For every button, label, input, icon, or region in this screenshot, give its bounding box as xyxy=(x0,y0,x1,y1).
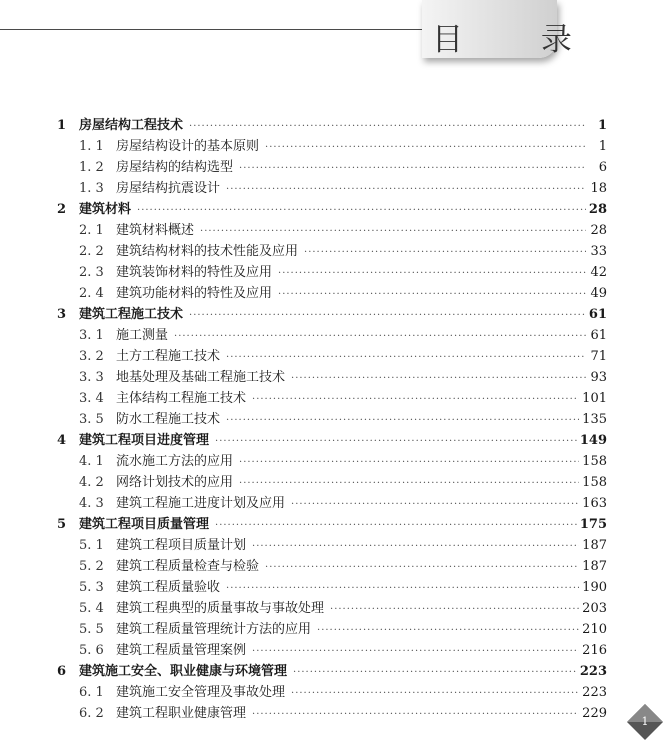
toc-title: 建筑工程职业健康管理 xyxy=(116,706,247,721)
toc-page-number: 149 xyxy=(579,433,607,448)
toc-number: 4. 3 xyxy=(79,496,104,511)
toc-page-number: 158 xyxy=(582,475,607,490)
toc-section[interactable] xyxy=(57,451,607,472)
toc-page-number: 93 xyxy=(590,370,607,385)
toc-page-number: 18 xyxy=(590,181,607,196)
page-number-marker xyxy=(626,702,664,740)
toc-title: 房屋结构工程技术 xyxy=(79,118,184,133)
toc-number: 3. 3 xyxy=(79,370,104,385)
toc-section[interactable] xyxy=(57,241,607,262)
toc-number: 3 xyxy=(57,307,67,322)
toc-section[interactable] xyxy=(57,388,607,409)
toc-section[interactable] xyxy=(57,640,607,661)
toc-title: 建筑工程质量管理案例 xyxy=(116,643,247,658)
toc-chapter[interactable] xyxy=(57,514,607,535)
toc-leader-dots xyxy=(291,683,579,704)
toc-leader-dots xyxy=(215,515,577,536)
toc-section[interactable] xyxy=(57,346,607,367)
toc-leader-dots xyxy=(304,242,586,263)
toc-leader-dots xyxy=(189,305,586,326)
toc-section[interactable] xyxy=(57,283,607,304)
toc-title: 建筑施工安全管理及事故处理 xyxy=(116,685,286,700)
toc-leader-dots xyxy=(252,389,579,410)
toc-leader-dots xyxy=(278,284,586,305)
toc-leader-dots xyxy=(174,326,586,347)
toc-section[interactable] xyxy=(57,535,607,556)
toc-number: 3. 1 xyxy=(79,328,104,343)
toc-page-number: 28 xyxy=(590,223,607,238)
toc-title: 房屋结构设计的基本原则 xyxy=(116,139,260,154)
toc-title: 流水施工方法的应用 xyxy=(116,454,234,469)
toc-page-number: 216 xyxy=(582,643,607,658)
toc-chapter[interactable] xyxy=(57,430,607,451)
toc-leader-dots xyxy=(293,662,577,683)
toc-title: 土方工程施工技术 xyxy=(116,349,221,364)
toc-number: 6 xyxy=(57,664,67,679)
toc-leader-dots xyxy=(330,599,579,620)
toc-number: 5. 5 xyxy=(79,622,104,637)
toc-page-number: 175 xyxy=(579,517,607,532)
toc-leader-dots xyxy=(200,221,586,242)
toc-title: 防水工程施工技术 xyxy=(116,412,221,427)
toc-section[interactable] xyxy=(57,577,607,598)
toc-leader-dots xyxy=(252,704,579,725)
toc-title: 建筑材料概述 xyxy=(116,223,195,238)
toc-page-number: 190 xyxy=(582,580,607,595)
toc-section[interactable] xyxy=(57,619,607,640)
toc-number: 6. 1 xyxy=(79,685,104,700)
toc-number: 3. 5 xyxy=(79,412,104,427)
toc-page-number: 187 xyxy=(582,559,607,574)
toc-title: 建筑工程项目质量计划 xyxy=(116,538,247,553)
toc-title: 建筑工程施工技术 xyxy=(79,307,184,322)
toc-number: 5. 1 xyxy=(79,538,104,553)
toc-page-number: 223 xyxy=(579,664,607,679)
toc-title: 网络计划技术的应用 xyxy=(116,475,234,490)
toc-page-number: 203 xyxy=(582,601,607,616)
toc-number: 5. 6 xyxy=(79,643,104,658)
toc-title: 建筑工程项目质量管理 xyxy=(79,517,210,532)
toc-page-number: 61 xyxy=(590,328,607,343)
toc-number: 1. 3 xyxy=(79,181,104,196)
toc-leader-dots xyxy=(189,116,586,137)
toc-page-number: 28 xyxy=(588,202,607,217)
toc-number: 4. 1 xyxy=(79,454,104,469)
toc-section[interactable] xyxy=(57,493,607,514)
toc-title: 建筑功能材料的特性及应用 xyxy=(116,286,273,301)
table-of-contents xyxy=(57,115,607,724)
toc-title: 建筑材料 xyxy=(79,202,132,217)
toc-number: 4 xyxy=(57,433,67,448)
toc-leader-dots xyxy=(226,578,579,599)
toc-number: 5 xyxy=(57,517,67,532)
toc-leader-dots xyxy=(239,158,586,179)
toc-page-number: 6 xyxy=(598,160,607,175)
toc-number: 2. 1 xyxy=(79,223,104,238)
toc-leader-dots xyxy=(215,431,577,452)
toc-section[interactable] xyxy=(57,472,607,493)
toc-section[interactable] xyxy=(57,136,607,157)
toc-page-number: 1 xyxy=(597,118,607,133)
toc-number: 5. 3 xyxy=(79,580,104,595)
toc-page-number: 210 xyxy=(582,622,607,637)
toc-page-number: 33 xyxy=(590,244,607,259)
toc-number: 3. 2 xyxy=(79,349,104,364)
toc-number: 2. 4 xyxy=(79,286,104,301)
toc-title: 建筑工程典型的质量事故与事故处理 xyxy=(116,601,325,616)
toc-leader-dots xyxy=(226,179,586,200)
page-number: 1 xyxy=(641,715,649,728)
toc-number: 3. 4 xyxy=(79,391,104,406)
toc-leader-dots xyxy=(137,200,586,221)
toc-page-number: 229 xyxy=(582,706,607,721)
toc-section[interactable] xyxy=(57,178,607,199)
toc-title: 建筑工程质量验收 xyxy=(116,580,221,595)
toc-section[interactable] xyxy=(57,325,607,346)
toc-leader-dots xyxy=(226,347,586,368)
toc-page-number: 49 xyxy=(590,286,607,301)
toc-title: 建筑装饰材料的特性及应用 xyxy=(116,265,273,280)
toc-chapter[interactable] xyxy=(57,661,607,682)
toc-section[interactable] xyxy=(57,157,607,178)
toc-number: 2 xyxy=(57,202,67,217)
toc-number: 4. 2 xyxy=(79,475,104,490)
toc-section[interactable] xyxy=(57,556,607,577)
toc-leader-dots xyxy=(226,410,579,431)
toc-leader-dots xyxy=(317,620,579,641)
toc-number: 6. 2 xyxy=(79,706,104,721)
toc-title: 地基处理及基础工程施工技术 xyxy=(116,370,286,385)
toc-leader-dots xyxy=(278,263,586,284)
toc-title: 建筑工程质量管理统计方法的应用 xyxy=(116,622,312,637)
toc-title: 建筑工程施工进度计划及应用 xyxy=(116,496,286,511)
toc-page-number: 1 xyxy=(598,139,607,154)
toc-section[interactable] xyxy=(57,703,607,724)
toc-number: 1 xyxy=(57,118,67,133)
header-rule xyxy=(0,29,430,30)
toc-leader-dots xyxy=(291,494,579,515)
toc-title: 房屋结构的结构选型 xyxy=(116,160,234,175)
toc-section[interactable] xyxy=(57,220,607,241)
toc-page-number: 163 xyxy=(582,496,607,511)
toc-leader-dots xyxy=(239,452,579,473)
toc-number: 1. 2 xyxy=(79,160,104,175)
toc-chapter[interactable] xyxy=(57,115,607,136)
toc-page-number: 187 xyxy=(582,538,607,553)
toc-number: 2. 2 xyxy=(79,244,104,259)
toc-leader-dots xyxy=(291,368,586,389)
toc-leader-dots xyxy=(252,641,579,662)
toc-page-number: 135 xyxy=(582,412,607,427)
toc-number: 5. 2 xyxy=(79,559,104,574)
toc-section[interactable] xyxy=(57,598,607,619)
toc-page-number: 42 xyxy=(590,265,607,280)
toc-number: 5. 4 xyxy=(79,601,104,616)
page-title: 目 录 xyxy=(432,22,606,58)
toc-title: 建筑工程质量检查与检验 xyxy=(116,559,260,574)
toc-title: 主体结构工程施工技术 xyxy=(116,391,247,406)
toc-page-number: 101 xyxy=(582,391,607,406)
toc-page-number: 71 xyxy=(590,349,607,364)
toc-page-number: 61 xyxy=(588,307,607,322)
toc-chapter[interactable] xyxy=(57,304,607,325)
toc-section[interactable] xyxy=(57,409,607,430)
toc-leader-dots xyxy=(252,536,579,557)
toc-number: 2. 3 xyxy=(79,265,104,280)
toc-title: 施工测量 xyxy=(116,328,169,343)
toc-title: 建筑施工安全、职业健康与环境管理 xyxy=(79,664,288,679)
toc-section[interactable] xyxy=(57,262,607,283)
toc-leader-dots xyxy=(239,473,579,494)
toc-leader-dots xyxy=(265,557,579,578)
toc-page-number: 158 xyxy=(582,454,607,469)
toc-title: 建筑工程项目进度管理 xyxy=(79,433,210,448)
toc-page-number: 223 xyxy=(582,685,607,700)
toc-title: 建筑结构材料的技术性能及应用 xyxy=(116,244,299,259)
toc-section[interactable] xyxy=(57,682,607,703)
toc-title: 房屋结构抗震设计 xyxy=(116,181,221,196)
toc-leader-dots xyxy=(265,137,586,158)
toc-number: 1. 1 xyxy=(79,139,104,154)
toc-chapter[interactable] xyxy=(57,199,607,220)
toc-section[interactable] xyxy=(57,367,607,388)
